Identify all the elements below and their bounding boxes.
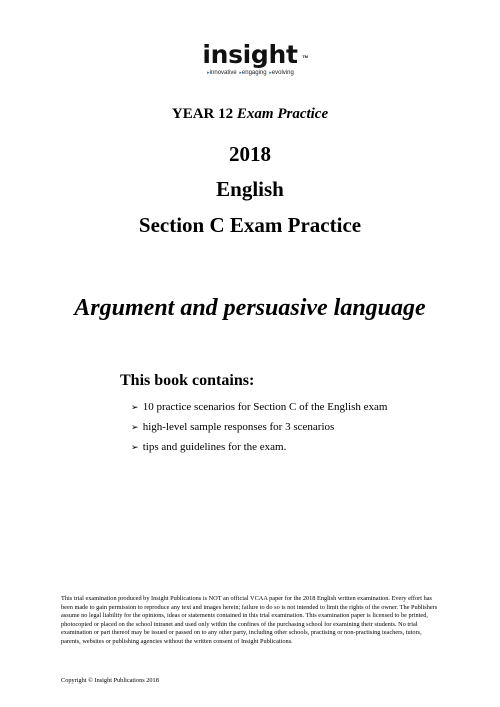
year-level-heading	[0, 105, 500, 123]
contents-heading: This book contains:	[120, 372, 255, 389]
list-item	[131, 421, 387, 441]
copyright-notice: Copyright © Insight Publications 2018	[61, 677, 159, 684]
list-item-text: high-level sample responses for 3 scenarios	[142, 421, 335, 433]
bullet-arrow-icon: ➢	[131, 402, 139, 412]
subject-title: English	[216, 177, 284, 201]
tagline-word: innovative	[209, 70, 237, 76]
year-label: YEAR 12	[171, 106, 234, 122]
contents-list	[131, 401, 387, 461]
logo-word-text: insight	[202, 40, 298, 69]
exam-year: 2018	[229, 142, 271, 166]
logo-wordmark	[202, 40, 308, 69]
section-title: Section C Exam Practice	[138, 213, 362, 237]
exam-practice-label: Exam Practice	[236, 106, 329, 122]
logo-tagline	[0, 69, 500, 77]
topic-title: Argument and persuasive language	[74, 295, 426, 321]
tagline-word: evolving	[271, 70, 294, 76]
logo-trademark: TM	[302, 54, 308, 59]
tagline-arrow-icon: ▸	[239, 70, 242, 76]
list-item-text: 10 practice scenarios for Section C of the English exam	[142, 401, 388, 413]
bullet-arrow-icon: ➢	[131, 442, 139, 452]
bullet-arrow-icon: ➢	[131, 422, 139, 432]
list-item	[131, 441, 387, 461]
disclaimer-text: This trial examination produced by Insight Publications is NOT an official VCAA paper for the 2018 English written examination. Every effort has been made to gain permission to reproduce any text and images herein; failure to do so is not intended to limit the rights of the owner. The Publishers assume no legal liability for the opinions, ideas or statements contained in this trial examination. This examination paper is licensed to be printed, photocopied or placed on the school intranet and used only within the confines of the purchasing school for examining their students. No trial examination or part thereof may be issued or passed on to any other party, including other schools, practising or non-practising teachers, tutors, parents, websites or publishing agencies without the written consent of Insight Publications.	[61, 595, 438, 645]
list-item-text: tips and guidelines for the exam.	[142, 441, 287, 453]
tagline-arrow-icon: ▸	[269, 70, 272, 76]
tagline-arrow-icon: ▸	[207, 70, 210, 76]
publisher-logo	[0, 41, 500, 77]
tagline-word: engaging	[241, 70, 267, 76]
list-item	[131, 401, 387, 421]
